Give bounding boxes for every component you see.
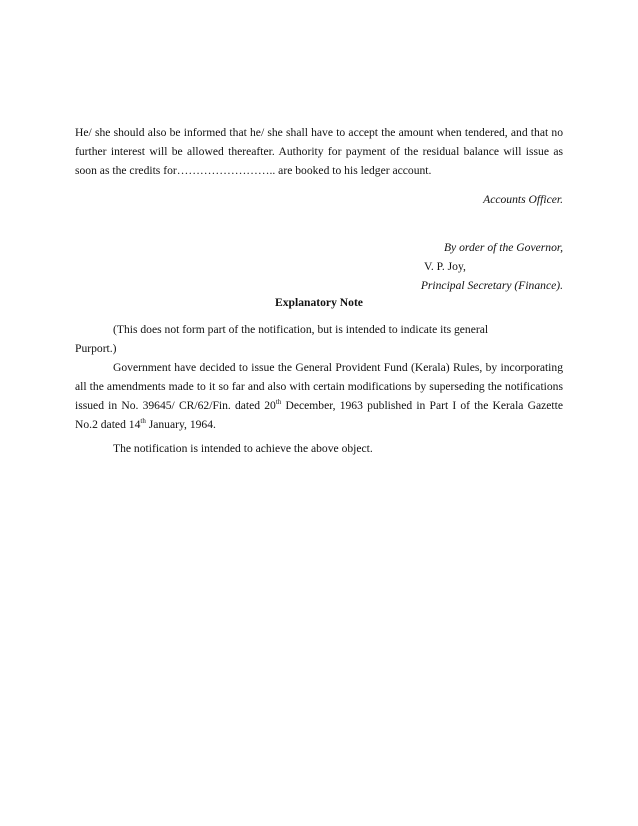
signatory-designation: Principal Secretary (Finance). xyxy=(420,279,563,292)
accounts-officer-signoff: Accounts Officer. xyxy=(483,193,563,206)
para2-text-a: Government have decided to issue the General Provident Fund (Kerala) Rules, by incorporating all the amendments made to it so far and also with certain modifications by superseding the notifications issued in No. 39645/ CR/62/Fin. dated 20 xyxy=(75,361,563,412)
para2-superscript-a: th xyxy=(275,398,282,407)
para2-text-b: December, 1963 published in Part I of the Kerala Gazette No.2 dated 14 xyxy=(75,399,563,431)
by-order-of-governor: By order of the Governor, xyxy=(443,241,563,254)
explanatory-para1-line2: Purport.) xyxy=(75,342,117,355)
signatory-name: V. P. Joy, xyxy=(424,260,466,273)
para2-text-c: January, 1964. xyxy=(145,418,216,431)
explanatory-para1-line1: (This does not form part of the notification, but is intended to indicate its general xyxy=(113,323,489,336)
para2-superscript-b: th xyxy=(140,417,146,426)
explanatory-para2 xyxy=(75,358,563,434)
explanatory-note-heading: Explanatory Note xyxy=(275,296,363,309)
explanatory-para3: The notification is intended to achieve the above object. xyxy=(113,442,373,455)
residual-balance-paragraph: He/ she should also be informed that he/ she shall have to accept the amount when tendered, and that no further interest will be allowed thereafter. Authority for payment of the residual balance will issue as soon as the credits for…………………….. are booked to his ledger account. xyxy=(75,126,563,177)
